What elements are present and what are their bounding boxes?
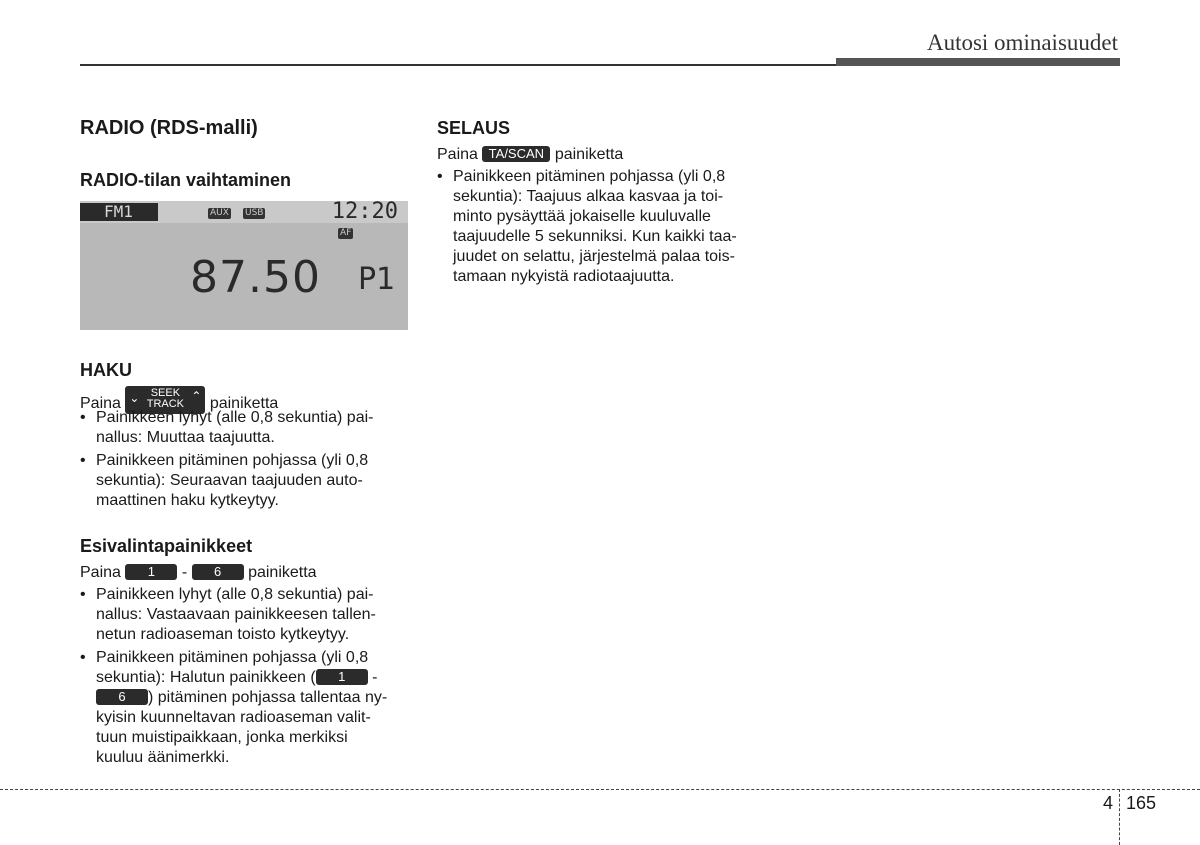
haku-press-prefix: Paina bbox=[80, 395, 121, 412]
footer-rule bbox=[0, 789, 1200, 790]
page-number: 165 bbox=[1126, 793, 1157, 813]
seek-key-label: SEEK bbox=[150, 387, 181, 399]
chevron-up-icon: ⌃ bbox=[191, 389, 202, 403]
chapter-number: 4 bbox=[1103, 793, 1114, 813]
presets-bullet-1: • Painikkeen lyhyt (alle 0,8 sekuntia) pai- nallus: Vastaavaan painikkeesen tallen- netun radioaseman toisto kytkeytyy. bbox=[80, 586, 376, 643]
header-rule-accent bbox=[836, 58, 1120, 66]
header-rule bbox=[80, 64, 836, 66]
aux-indicator: AUX bbox=[210, 208, 229, 218]
presets-heading: Esivalintapainikkeet bbox=[80, 536, 253, 556]
preset-6-button-inline: 6 bbox=[96, 689, 148, 705]
usb-indicator: USB bbox=[245, 208, 264, 218]
selaus-press-line: Paina TA/SCAN painiketta bbox=[437, 146, 624, 163]
chevron-down-icon: ⌄ bbox=[129, 391, 140, 405]
haku-heading: HAKU bbox=[80, 360, 132, 380]
selaus-heading: SELAUS bbox=[437, 118, 511, 138]
ta-scan-button: TA/SCAN bbox=[482, 146, 550, 162]
haku-press-suffix: painiketta bbox=[209, 395, 279, 412]
radio-frequency: 87.50 bbox=[190, 252, 321, 303]
af-indicator: AF bbox=[340, 228, 352, 238]
presets-bullet-2: • Painikkeen pitäminen pohjassa (yli 0,8 sekuntia): Halutun painikkeen ( 1 - 6 ) pitäminen pohjassa tallentaa ny- kyisin kuunneltavan radioaseman valit- tuun muistipaikkaan, jonka merkiksi kuuluu äänimerkki. bbox=[80, 649, 388, 766]
haku-bullet-2: • Painikkeen pitäminen pohjassa (yli 0,8 sekuntia): Seuraavan taajuuden auto- maattinen haku kytkeytyy. bbox=[80, 452, 369, 509]
preset-1-button-inline: 1 bbox=[316, 669, 368, 685]
preset-6-button: 6 bbox=[192, 564, 244, 580]
section-title: RADIO (RDS-malli) bbox=[80, 117, 258, 139]
radio-display bbox=[80, 201, 408, 330]
footer-divider bbox=[1119, 789, 1120, 845]
haku-bullet-1: • Painikkeen lyhyt (alle 0,8 sekuntia) pai- nallus: Muuttaa taajuutta. bbox=[80, 409, 374, 446]
selaus-bullet-1: • Painikkeen pitäminen pohjassa (yli 0,8 sekuntia): Taajuus alkaa kasvaa ja toi- minto pysäyttää jokaiselle kuuluvalle taajuudelle 5 sekunniksi. Kun kaikki taa- juudet on selattu, järjestelmä palaa tois- tamaan nykyistä radiotaajuutta. bbox=[437, 168, 737, 285]
radio-band-label: FM1 bbox=[80, 203, 158, 221]
radio-mode-heading: RADIO-tilan vaihtaminen bbox=[80, 170, 292, 190]
track-key-label: TRACK bbox=[146, 398, 185, 410]
page-header-title: Autosi ominaisuudet bbox=[926, 30, 1118, 55]
presets-press-line: Paina 1 - 6 painiketta bbox=[80, 564, 317, 581]
preset-1-button: 1 bbox=[125, 564, 177, 580]
radio-clock: 12:20 bbox=[331, 199, 398, 224]
radio-preset: P1 bbox=[358, 262, 396, 297]
